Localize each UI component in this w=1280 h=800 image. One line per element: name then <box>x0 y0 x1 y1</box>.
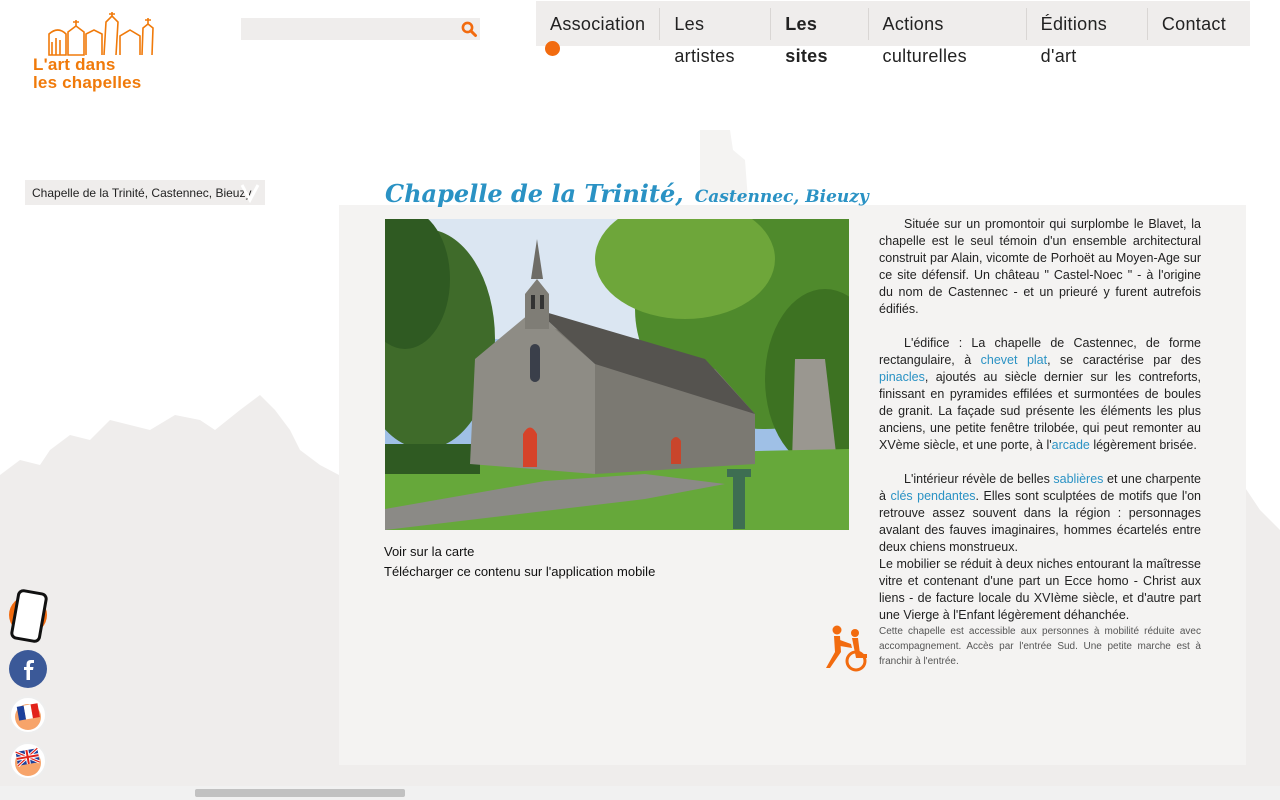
photo-links <box>384 542 655 582</box>
language-english-button[interactable] <box>9 742 47 780</box>
chapel-description <box>879 216 1201 641</box>
glossary-link-chevet-plat[interactable]: chevet plat <box>980 353 1048 367</box>
wheelchair-icon <box>825 624 871 672</box>
description-paragraph: Située sur un promontoir qui surplombe le Blavet, la chapelle est le seul témoin d'un ensemble architectural construit par Alain, vicomte de Porhoët au Moyen-Age sur ce site défensif. Un château " Castel-Noec " - à l'origine du nom de Castennec - et un prieuré y furent autrefois édifiés. <box>879 217 1201 316</box>
chapel-photo <box>385 219 849 530</box>
french-flag-icon <box>11 698 45 732</box>
description-paragraph: L'intérieur révèle de belles sablières et une charpente à clés pendantes. Elles sont sculptées de motifs que l'on retrouve assez souvent dans la région : personnages avalant des fauves imaginaires, hommes écartelés entre deux chiens monstrueux. <box>879 472 1202 554</box>
glossary-link-arcade[interactable]: arcade <box>1051 438 1090 452</box>
nav-item-association[interactable]: Association <box>550 13 646 34</box>
nav-item-actions-culturelles[interactable]: Actions culturelles <box>868 8 1026 40</box>
nav-item-artistes[interactable]: Les artistes <box>659 8 770 40</box>
glossary-link-pinacles[interactable]: pinacles <box>879 370 925 384</box>
chapels-logo-icon <box>46 12 156 58</box>
horizontal-scrollbar[interactable] <box>0 786 1280 800</box>
scrollbar-thumb[interactable] <box>195 789 405 797</box>
page-title-location: Castennec, Bieuzy <box>694 187 869 207</box>
facebook-icon <box>9 650 47 688</box>
search-icon[interactable] <box>460 20 478 38</box>
accessibility-text: Cette chapelle est accessible aux personnes à mobilité réduite avec accompagnement. Accès par l'entrée Sud. Une petite marche est à franchir à l'entrée. <box>879 626 1201 667</box>
glossary-link-sablieres[interactable]: sablières <box>1053 472 1104 486</box>
logo-text: L'art dans les chapelles <box>33 55 142 92</box>
search-input[interactable] <box>241 18 451 40</box>
language-french-button[interactable] <box>9 696 47 734</box>
smartphone-icon <box>7 588 51 644</box>
page-title-main: Chapelle de la Trinité, <box>385 179 684 208</box>
download-app-link[interactable]: Télécharger ce contenu sur l'application mobile <box>384 564 656 579</box>
nav-item-contact[interactable]: Contact <box>1147 8 1240 40</box>
site-select-value: Chapelle de la Trinité, Castennec, Bieuzy <box>32 185 252 200</box>
page-title <box>385 172 869 210</box>
nav-indicator-dot <box>545 41 560 56</box>
search-bar <box>241 18 480 40</box>
nav-item-sites[interactable]: Les sites <box>770 8 867 40</box>
see-on-map-link[interactable]: Voir sur la carte <box>384 544 475 559</box>
main-nav <box>536 1 1250 66</box>
facebook-button[interactable] <box>9 650 47 688</box>
site-select[interactable] <box>25 180 265 205</box>
glossary-link-cles-pendantes[interactable]: clés pendantes <box>890 489 976 503</box>
mobile-app-button[interactable] <box>9 596 47 634</box>
nav-item-editions[interactable]: Éditions d'art <box>1026 8 1147 40</box>
chevron-down-icon <box>239 181 261 203</box>
description-paragraph: L'édifice : La chapelle de Castennec, de forme rectangulaire, à chevet plat, se caractérise par des pinacles, ajoutés au siècle dernier sur les contreforts, finissant en pyramides effilées et surmontées de boules de granit. La façade sud présente les éléments les plus anciens, une petite fenêtre trilobée, qui peut remonter au XVème siècle, et une porte, à l'arcade légèrement brisée. <box>879 336 1201 452</box>
description-paragraph: Le mobilier se réduit à deux niches entourant la maîtresse vitre et contenant d'une part un Ecce homo - Christ aux liens - de facture locale du XVIème siècle, et d'autre part une Vierge à l'Enfant légèrement déhanchée. <box>879 557 1201 622</box>
uk-flag-icon <box>11 744 45 778</box>
site-logo[interactable] <box>30 10 170 100</box>
